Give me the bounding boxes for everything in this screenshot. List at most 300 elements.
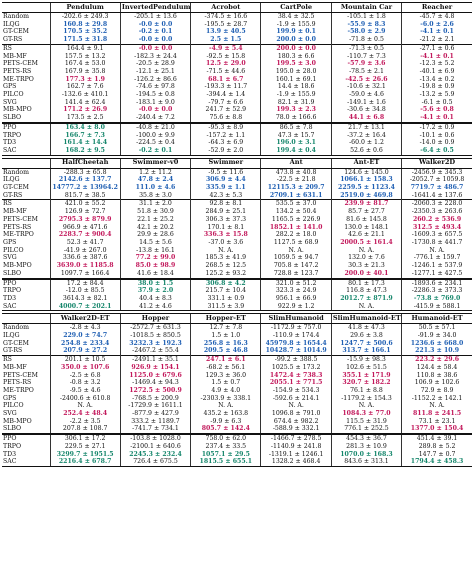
result-cell: 2283.7 ± 900.4	[50, 231, 120, 239]
method-name: MB-MPO	[3, 262, 32, 270]
result-cell: 252.4 ± 48.4	[50, 410, 120, 418]
result-cell: -14.0 ± 0.9	[402, 139, 472, 147]
result-cell: -0.2 ± 0.1	[120, 28, 190, 36]
result-cell: 229.5 ± 27.1	[50, 443, 120, 451]
result-cell: -105.1 ± 1.8	[331, 13, 401, 21]
result-cell: 1247.7 ± 500.6	[331, 340, 401, 348]
result-cell: 161.4 ± 14.4	[50, 139, 120, 147]
result-cell: -79.7 ± 6.6	[191, 99, 261, 107]
table-row	[2, 132, 472, 140]
result-cell: -1641.4 ± 137.6	[402, 192, 472, 200]
method-name: MB-MPO	[3, 106, 32, 114]
result-cell: 1328.2 ± 468.4	[261, 458, 331, 466]
result-cell: 199.9 ± 0.1	[261, 28, 331, 36]
result-cell: -224.5 ± 0.4	[120, 139, 190, 147]
result-cell: -2572.7 ± 631.3	[120, 324, 190, 332]
table-row	[2, 68, 472, 76]
result-cell: 110.8 ± 38.6	[402, 372, 472, 380]
result-cell: N. A.	[191, 247, 261, 255]
result-cell: 125.2 ± 93.2	[191, 270, 261, 279]
result-cell: 177.3 ± 1.9	[50, 76, 120, 84]
result-cell: 473.8 ± 40.8	[261, 168, 331, 176]
result-cell: 196.0 ± 3.1	[261, 139, 331, 147]
table-row	[2, 418, 472, 426]
method-name: ME-TRPO	[3, 75, 34, 83]
result-cell: 134.2 ± 50.4	[261, 208, 331, 216]
column-header: HalfCheetah	[50, 158, 120, 168]
result-cell: -12.0 ± 85.5	[50, 287, 120, 295]
header-row	[2, 158, 472, 168]
method-name: Random	[3, 168, 30, 176]
result-cell: 311.5 ± 3.9	[191, 303, 261, 311]
result-cell: 321.0 ± 51.2	[261, 279, 331, 288]
result-cell: 306.9 ± 4.4	[191, 176, 261, 184]
result-cell: -1466.7 ± 278.5	[261, 434, 331, 443]
method-name: MB-MF	[3, 208, 27, 216]
column-header: SlimHumanoid	[261, 314, 331, 324]
result-cell: -71.3 ± 0.5	[331, 44, 401, 52]
result-cell: 926.9 ± 154.1	[120, 364, 190, 372]
result-cell: -157.2 ± 1.1	[191, 132, 261, 140]
result-cell: 3614.3 ± 82.1	[50, 295, 120, 303]
result-cell: -40.8 ± 21.0	[120, 123, 190, 132]
result-cell: -37.2 ± 16.4	[331, 132, 401, 140]
result-cell: 170.1 ± 8.1	[191, 224, 261, 232]
method-name: SVG	[3, 98, 17, 106]
column-header: Pendulum	[50, 3, 120, 13]
result-cell: -0.0 ± 0.0	[120, 36, 190, 44]
result-cell: -394.4 ± 1.4	[191, 91, 261, 99]
result-cell: -95.3 ± 8.9	[191, 123, 261, 132]
result-cell: -17.2 ± 0.9	[402, 123, 472, 132]
column-header: Walker2D	[402, 158, 472, 168]
result-cell: 3299.7 ± 1951.5	[50, 451, 120, 459]
result-cell: 1852.1 ± 141.0	[261, 224, 331, 232]
method-name: SLBO	[3, 114, 22, 122]
result-cell: 35.8 ± 3.0	[120, 192, 190, 200]
result-cell: 129.3 ± 36.0	[191, 372, 261, 380]
result-cell: -20.5 ± 28.9	[120, 60, 190, 68]
result-cell: 44.1 ± 6.8	[331, 114, 401, 123]
result-cell: 10428.7 ± 1014.9	[261, 347, 331, 355]
method-name: ILQG	[3, 20, 20, 28]
result-cell: 124.4 ± 58.4	[402, 364, 472, 372]
result-cell: 38.4 ± 32.5	[261, 13, 331, 21]
result-cell: N. A.	[261, 402, 331, 410]
result-cell: -10.6 ± 32.1	[331, 83, 401, 91]
method-name: GPS	[3, 394, 17, 402]
table-row	[2, 247, 472, 255]
method-name: PPO	[2, 123, 50, 132]
result-cell: 421.0 ± 55.2	[50, 200, 120, 208]
result-cell: 1097.7 ± 166.4	[50, 270, 120, 279]
result-cell: 86.5 ± 7.8	[261, 123, 331, 132]
table-row	[2, 324, 472, 332]
result-cell: 336.3 ± 15.8	[191, 231, 261, 239]
result-cell: 2795.3 ± 879.9	[50, 216, 120, 224]
result-cell: -9.5 ± 11.6	[191, 168, 261, 176]
method-name: PETS-CEM	[3, 60, 38, 68]
header-corner	[2, 314, 50, 324]
result-cell: -59.0 ± 4.6	[331, 91, 401, 99]
table-row	[2, 231, 472, 239]
table-row	[2, 254, 472, 262]
result-cell: 247.1 ± 6.1	[191, 356, 261, 364]
table-row	[2, 36, 472, 44]
result-cell: -71.5 ± 44.6	[191, 68, 261, 76]
result-cell: -5.6 ± 0.8	[402, 106, 472, 114]
result-cell: -2.2 ± 3.5	[50, 418, 120, 426]
result-cell: -27.1 ± 0.6	[402, 44, 472, 52]
result-cell: 102.6 ± 51.5	[331, 364, 401, 372]
result-cell: 171.5 ± 31.8	[50, 36, 120, 44]
result-cell: 199.5 ± 3.0	[261, 60, 331, 68]
result-cell: -60.0 ± 1.2	[331, 139, 401, 147]
result-cell: 2055.1 ± 771.5	[261, 379, 331, 387]
result-cell: -1246.1 ± 537.9	[402, 262, 472, 270]
result-cell: -15.9 ± 98.3	[331, 356, 401, 364]
table-row	[2, 53, 472, 61]
result-cell: 331.1 ± 0.9	[191, 295, 261, 303]
result-cell: -2467.2 ± 55.4	[120, 347, 190, 355]
result-cell: -4.1 ± 0.1	[402, 53, 472, 61]
result-cell: 289.8 ± 5.2	[402, 443, 472, 451]
result-cell: 1127.5 ± 68.9	[261, 239, 331, 247]
method-name: TD3	[3, 450, 17, 458]
result-cell: 454.3 ± 36.7	[331, 434, 401, 443]
result-cell: 130.0 ± 148.1	[331, 224, 401, 232]
result-cell: 306.1 ± 17.2	[50, 434, 120, 443]
result-cell: 42.1 ± 20.2	[120, 224, 190, 232]
result-cell: 72.9 ± 8.9	[402, 387, 472, 395]
result-cell: 758.0 ± 62.0	[191, 434, 261, 443]
result-cell: -99.2 ± 388.5	[261, 356, 331, 364]
table-row	[2, 139, 472, 147]
result-cell: -41.9 ± 267.0	[50, 247, 120, 255]
result-cell: N. A.	[331, 402, 401, 410]
method-name: PETS-RS	[3, 379, 32, 387]
result-cell: 1057.1 ± 29.5	[191, 451, 261, 459]
method-name: GPS	[3, 83, 17, 91]
result-cell: 14.5 ± 5.6	[120, 239, 190, 247]
result-cell: -0.0 ± 0.0	[120, 21, 190, 29]
result-cell: 78.0 ± 166.6	[261, 114, 331, 123]
result-cell: 85.7 ± 27.7	[331, 208, 401, 216]
result-cell: -4.1 ± 0.1	[402, 114, 472, 123]
result-cell: 162.7 ± 7.6	[50, 83, 120, 91]
result-cell: 843.6 ± 313.1	[331, 458, 401, 466]
result-cell: 21.7 ± 13.1	[331, 123, 401, 132]
table-row	[2, 114, 472, 123]
method-name: SAC	[2, 147, 50, 155]
table-row	[2, 91, 472, 99]
result-cell: 1066.1 ± 158.3	[331, 176, 401, 184]
result-cell: 237.4 ± 33.5	[191, 443, 261, 451]
result-cell: 76.1 ± 8.8	[331, 387, 401, 395]
result-cell: 1084.3 ± 77.0	[331, 410, 401, 418]
result-cell: -1729.9 ± 1611.1	[120, 402, 190, 410]
method-name: GT-CEM	[3, 339, 29, 347]
result-cell: 1125.0 ± 679.6	[120, 372, 190, 380]
result-cell: -58.0 ± 2.9	[331, 28, 401, 36]
result-cell: 173.5 ± 2.5	[50, 114, 120, 123]
result-cell: 535.5 ± 37.0	[261, 200, 331, 208]
result-cell: 160.8 ± 29.8	[50, 21, 120, 29]
result-cell: 1070.0 ± 168.3	[331, 451, 401, 459]
table-row	[2, 28, 472, 36]
result-cell: 12.5 ± 29.0	[191, 60, 261, 68]
table-row	[2, 60, 472, 68]
column-header: Hopper	[120, 314, 190, 324]
result-cell: -78.5 ± 2.1	[331, 68, 401, 76]
result-cell: 776.1 ± 252.5	[331, 425, 401, 434]
result-cell: N. A.	[331, 247, 401, 255]
result-cell: 1794.4 ± 458.3	[402, 458, 472, 466]
method-name: PETS-CEM	[3, 215, 38, 223]
method-name: SAC	[2, 458, 50, 466]
result-cell: 254.8 ± 233.4	[50, 340, 120, 348]
result-cell: 29.6 ± 3.8	[331, 332, 401, 340]
table-row	[2, 76, 472, 84]
result-cell: 2012.7 ± 871.9	[331, 295, 401, 303]
result-cell: -776.1 ± 159.7	[402, 254, 472, 262]
result-cell: -6.4 ± 0.5	[402, 147, 472, 155]
result-cell: 185.3 ± 41.9	[191, 254, 261, 262]
result-cell: -10.1 ± 0.6	[402, 132, 472, 140]
method-name: TRPO	[3, 131, 22, 139]
result-cell: 284.9 ± 25.1	[191, 208, 261, 216]
table-row	[2, 443, 472, 451]
result-cell: -30.6 ± 34.8	[331, 106, 401, 114]
result-cell: 815.7 ± 38.5	[50, 192, 120, 200]
column-header: Walker2D-ET	[50, 314, 120, 324]
result-cell: 1165.5 ± 226.9	[261, 216, 331, 224]
result-cell: 195.0 ± 28.0	[261, 68, 331, 76]
result-cell: -22.5 ± 21.8	[261, 176, 331, 184]
result-cell: 705.8 ± 147.2	[261, 262, 331, 270]
result-cell: 4000.7 ± 202.1	[50, 303, 120, 311]
result-cell: -193.3 ± 11.7	[191, 83, 261, 91]
result-cell: 2000.5 ± 161.4	[331, 239, 401, 247]
method-name: MB-MF	[3, 52, 27, 60]
table-row	[2, 147, 472, 155]
result-cell: 13.9 ± 40.5	[191, 28, 261, 36]
method-name: TD3	[3, 294, 17, 302]
result-cell: 4.9 ± 4.0	[191, 387, 261, 395]
header-corner	[2, 158, 50, 168]
result-cell: -2.8 ± 4.3	[50, 324, 120, 332]
table-row	[2, 83, 472, 91]
table-row	[2, 451, 472, 459]
method-name: ME-TRPO	[3, 386, 34, 394]
result-cell: -741.7 ± 734.1	[120, 425, 190, 434]
result-cell: -110.7 ± 7.3	[331, 53, 401, 61]
column-header: Reacher	[402, 3, 472, 13]
result-cell: 256.8 ± 16.3	[191, 340, 261, 348]
result-cell: 1025.5 ± 173.2	[261, 364, 331, 372]
table-row	[2, 379, 472, 387]
column-header: Acrobot	[191, 3, 261, 13]
result-cell: -288.3 ± 65.8	[50, 168, 120, 176]
result-cell: -13.4 ± 0.2	[402, 76, 472, 84]
result-cell: 85.0 ± 98.9	[120, 262, 190, 270]
result-cell: -0.0 ± 0.0	[120, 106, 190, 114]
result-cell: -1179.2 ± 154.3	[331, 395, 401, 403]
result-cell: -2100.1 ± 640.6	[120, 443, 190, 451]
result-cell: 41.2 ± 4.6	[120, 303, 190, 311]
results-table-3	[2, 313, 472, 467]
result-cell: 313.7 ± 166.1	[331, 347, 401, 355]
result-cell: -4.1 ± 0.1	[402, 28, 472, 36]
result-cell: 29.9 ± 28.6	[120, 231, 190, 239]
result-cell: -74.6 ± 97.8	[120, 83, 190, 91]
result-cell: -154.9 ± 534.3	[261, 387, 331, 395]
result-cell: -182.3 ± 24.4	[120, 53, 190, 61]
result-cell: 14777.2 ± 13964.2	[50, 184, 120, 192]
result-cell: 41.8 ± 47.3	[331, 324, 401, 332]
result-cell: -132.6 ± 410.1	[50, 91, 120, 99]
method-name: Random	[3, 13, 30, 20]
result-cell: 200.0 ± 0.0	[261, 44, 331, 52]
result-cell: 147.7 ± 0.7	[402, 451, 472, 459]
result-cell: 209.5 ± 46.8	[191, 347, 261, 355]
result-cell: 126.9 ± 72.7	[50, 208, 120, 216]
result-cell: 12115.3 ± 209.7	[261, 184, 331, 192]
result-cell: -100.0 ± 9.9	[120, 132, 190, 140]
result-cell: -40.1 ± 6.9	[402, 68, 472, 76]
result-cell: -13.2 ± 5.9	[402, 91, 472, 99]
result-cell: 168.2 ± 9.5	[50, 147, 120, 155]
result-cell: 350.0 ± 107.6	[50, 364, 120, 372]
result-cell: -374.5 ± 16.6	[191, 13, 261, 21]
result-cell: -415.9 ± 588.1	[402, 303, 472, 311]
table-row	[2, 216, 472, 224]
table-row	[2, 356, 472, 364]
table-row	[2, 395, 472, 403]
table-row	[2, 239, 472, 247]
result-cell: 2519.0 ± 469.8	[331, 192, 401, 200]
result-cell: 164.4 ± 9.1	[50, 44, 120, 52]
table-row	[2, 192, 472, 200]
method-name: Random	[3, 324, 30, 332]
column-header: CartPole	[261, 3, 331, 13]
result-cell: -1730.8 ± 441.7	[402, 239, 472, 247]
table-row	[2, 347, 472, 355]
method-name: PILCO	[3, 246, 24, 254]
result-cell: -1140.9 ± 241.8	[261, 443, 331, 451]
result-cell: -21.2 ± 2.1	[402, 36, 472, 44]
result-cell: 355.1 ± 171.9	[331, 372, 401, 380]
table-row	[2, 425, 472, 434]
column-header: Humanoid-ET	[402, 314, 472, 324]
table-row	[2, 295, 472, 303]
result-cell: -1.9 ± 155.9	[261, 21, 331, 29]
method-name: ILQG	[3, 332, 20, 340]
result-cell: 728.8 ± 123.7	[261, 270, 331, 279]
result-cell: 92.8 ± 8.1	[191, 200, 261, 208]
header-corner	[2, 3, 50, 13]
result-cell: 207.9 ± 27.2	[50, 347, 120, 355]
result-cell: 223.2 ± 29.6	[402, 356, 472, 364]
result-cell: -2303.9 ± 338.1	[191, 395, 261, 403]
table-row	[2, 44, 472, 52]
method-name: PETS-RS	[3, 223, 32, 231]
header-row	[2, 314, 472, 324]
result-cell: 1815.5 ± 655.1	[191, 458, 261, 466]
result-cell: -0.0 ± 0.0	[120, 44, 190, 52]
result-cell: 14.4 ± 18.6	[261, 83, 331, 91]
result-cell: -877.9 ± 427.9	[120, 410, 190, 418]
result-cell: 1272.5 ± 500.9	[120, 387, 190, 395]
result-cell: -0.8 ± 3.2	[50, 379, 120, 387]
result-cell: 2245.3 ± 232.4	[120, 451, 190, 459]
method-name: RS	[2, 44, 50, 52]
result-cell: -64.3 ± 6.9	[191, 139, 261, 147]
method-name: SVG	[3, 254, 17, 262]
result-cell: 81.6 ± 145.8	[331, 216, 401, 224]
result-cell: 241.7 ± 52.9	[191, 106, 261, 114]
result-cell: 52.3 ± 41.7	[50, 239, 120, 247]
method-name: GT-CEM	[3, 28, 29, 36]
result-cell: -2052.7 ± 1059.8	[402, 176, 472, 184]
result-cell: N. A.	[402, 247, 472, 255]
method-name: TRPO	[3, 287, 22, 295]
result-cell: N. A.	[261, 247, 331, 255]
result-cell: -126.2 ± 86.6	[120, 76, 190, 84]
header-row	[2, 3, 472, 13]
result-cell: -194.5 ± 0.8	[120, 91, 190, 99]
result-cell: -12.3 ± 5.2	[402, 60, 472, 68]
result-cell: 115.5 ± 31.9	[331, 418, 401, 426]
result-cell: 116.8 ± 47.3	[331, 287, 401, 295]
method-name: SLBO	[3, 269, 22, 277]
result-cell: -6.0 ± 2.6	[402, 21, 472, 29]
result-cell: -2456.9 ± 345.3	[402, 168, 472, 176]
result-cell: N. A.	[402, 402, 472, 410]
table-row	[2, 287, 472, 295]
result-cell: -149.1 ± 1.6	[331, 99, 401, 107]
result-cell: -92.5 ± 15.8	[191, 53, 261, 61]
result-cell: 333.2 ± 1189.7	[120, 418, 190, 426]
result-cell: 1.5 ± 0.7	[191, 379, 261, 387]
method-name: GT-RS	[3, 347, 23, 355]
result-cell: 68.1 ± 6.7	[191, 76, 261, 84]
result-cell: -1893.6 ± 234.1	[402, 279, 472, 288]
result-cell: -240.4 ± 7.2	[120, 114, 190, 123]
result-cell: -1469.4 ± 94.3	[120, 379, 190, 387]
result-cell: 171.2 ± 26.9	[50, 106, 120, 114]
table-row	[2, 184, 472, 192]
column-header: Swimmer-v0	[120, 158, 190, 168]
result-cell: -2400.6 ± 610.8	[50, 395, 120, 403]
method-name: TD3	[3, 139, 17, 147]
result-cell: -2350.3 ± 263.6	[402, 208, 472, 216]
column-header: Mountain Car	[331, 3, 401, 13]
column-header: Ant	[261, 158, 331, 168]
result-cell: -1018.5 ± 850.5	[120, 332, 190, 340]
result-cell: -1609.3 ± 657.5	[402, 231, 472, 239]
result-cell: 12.7 ± 7.8	[191, 324, 261, 332]
table-row	[2, 270, 472, 279]
result-cell: -57.9 ± 3.6	[331, 60, 401, 68]
result-cell: 132.0 ± 7.6	[331, 254, 401, 262]
result-cell: -1.9 ± 155.9	[261, 91, 331, 99]
result-cell: 47.3 ± 15.7	[261, 132, 331, 140]
table-row	[2, 208, 472, 216]
result-cell: 229.0 ± 74.7	[50, 332, 120, 340]
method-name: SVG	[3, 410, 17, 418]
result-cell: 306.8 ± 4.2	[191, 279, 261, 288]
